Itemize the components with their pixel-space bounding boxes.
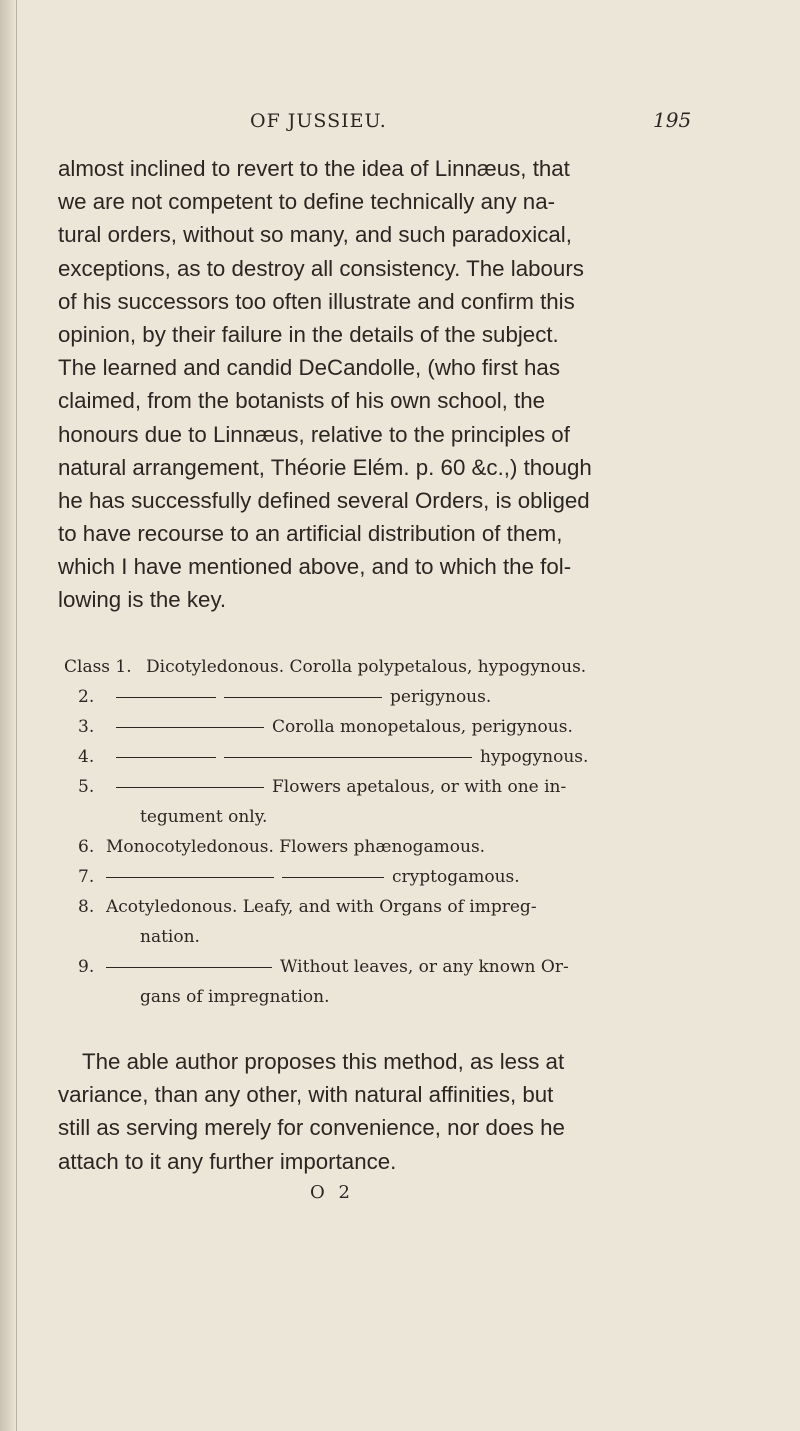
text-line: tural orders, without so many, and such paradoxical, (58, 222, 572, 248)
class-description-continued: gans of impregnation. (140, 987, 330, 1007)
text-line: The learned and candid DeCandolle, (who first has (58, 355, 560, 381)
class-description: perigynous. (390, 687, 492, 707)
class-description: Flowers apetalous, or with one in- (272, 777, 567, 797)
class-description: Dicotyledonous. Corolla polypetalous, hypogynous. (146, 657, 587, 677)
ditto-dash (224, 757, 472, 758)
text-line: honours due to Linnæus, relative to the principles of (58, 421, 570, 447)
ditto-dash (116, 787, 264, 788)
signature-mark: O 2 (310, 1182, 354, 1203)
class-description-continued: nation. (140, 927, 200, 947)
class-number: 2. (78, 687, 95, 707)
class-description: Monocotyledonous. Flowers phænogamous. (106, 837, 486, 857)
running-head (28, 108, 708, 142)
class-number: 7. (78, 867, 95, 887)
page-number: 195 (653, 108, 692, 132)
text-line: exceptions, as to destroy all consistency. The labours (58, 255, 584, 281)
text-line: we are not competent to define technically any na- (58, 189, 556, 215)
ditto-dash (282, 877, 384, 878)
paragraph-2 (58, 1045, 738, 1178)
class-description: hypogynous. (480, 747, 589, 767)
paragraph-1 (58, 152, 738, 617)
text-line: to have recourse to an artificial distribution of them, (58, 521, 563, 547)
class-description: Corolla monopetalous, perigynous. (272, 717, 573, 737)
class-row-6 (64, 832, 664, 862)
ditto-dash (106, 877, 274, 878)
ditto-dash (224, 697, 382, 698)
ditto-dash (116, 727, 264, 728)
text-line: lowing is the key. (58, 587, 227, 613)
class-row-9 (64, 952, 664, 982)
ditto-dash (116, 757, 216, 758)
class-description: Acotyledonous. Leafy, and with Organs of impreg- (106, 897, 537, 917)
text-line: The able author proposes this method, as less at (82, 1049, 565, 1074)
ditto-dash (116, 697, 216, 698)
class-row-8-cont (64, 922, 664, 952)
text-line: still as serving merely for convenience, nor does he (58, 1115, 565, 1141)
class-number: 8. (78, 897, 95, 917)
class-row-1 (64, 652, 664, 682)
text-line: natural arrangement, Théorie Elém. p. 60 &c.,) though (58, 454, 592, 480)
class-number: 6. (78, 837, 95, 857)
class-row-9-cont (64, 982, 664, 1012)
class-row-5-cont (64, 802, 664, 832)
text-line: almost inclined to revert to the idea of Linnæus, that (58, 156, 570, 181)
page-gutter (0, 0, 17, 1431)
running-title: OF JUSSIEU. (250, 110, 387, 132)
class-description: cryptogamous. (392, 867, 520, 887)
text-line: opinion, by their failure in the details of the subject. (58, 321, 559, 347)
class-description: Without leaves, or any known Or- (280, 957, 569, 977)
class-number: Class 1. (64, 657, 132, 677)
class-key-list (64, 652, 664, 1012)
class-row-7 (64, 862, 664, 892)
class-row-8 (64, 892, 664, 922)
text-line: attach to it any further importance. (58, 1148, 397, 1174)
text-line: claimed, from the botanists of his own school, the (58, 388, 546, 414)
class-row-4 (64, 742, 664, 772)
class-number: 3. (78, 717, 95, 737)
text-line: which I have mentioned above, and to which the fol- (58, 554, 572, 580)
class-description-continued: tegument only. (140, 807, 268, 827)
class-number: 9. (78, 957, 95, 977)
class-row-5 (64, 772, 664, 802)
class-number: 4. (78, 747, 95, 767)
class-row-3 (64, 712, 664, 742)
text-line: of his successors too often illustrate and confirm this (58, 288, 575, 314)
ditto-dash (106, 967, 272, 968)
class-row-2 (64, 682, 664, 712)
text-line: he has successfully defined several Orders, is obliged (58, 487, 590, 513)
text-line: variance, than any other, with natural affinities, but (58, 1082, 554, 1108)
class-number: 5. (78, 777, 95, 797)
